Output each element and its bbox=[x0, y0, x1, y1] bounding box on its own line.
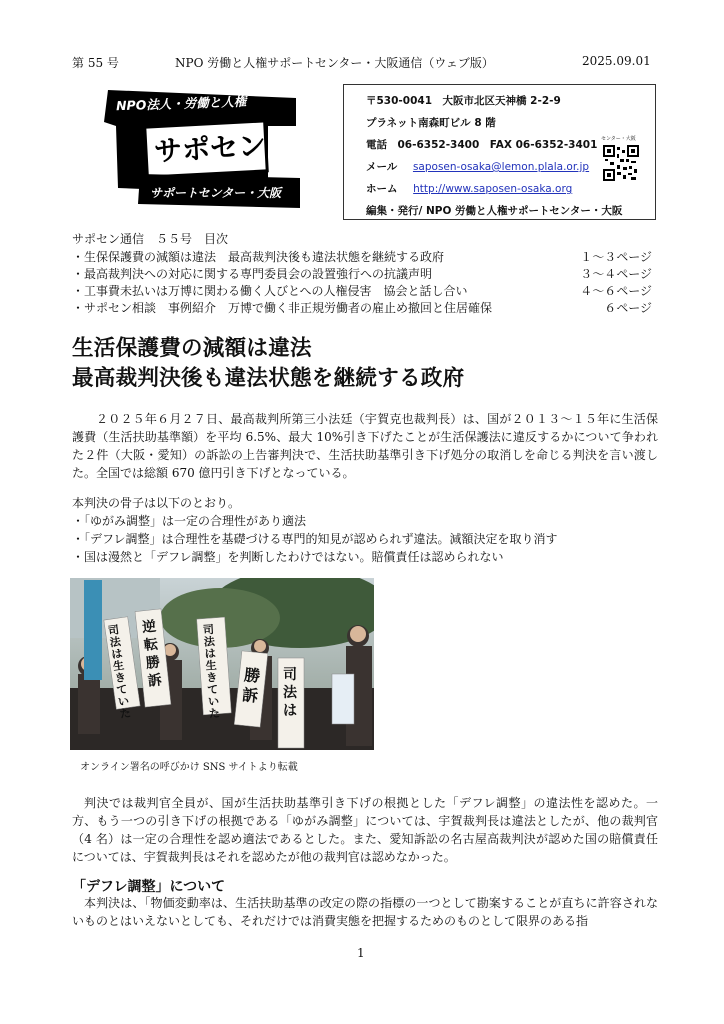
phone-fax: 電話 06-6352-3400 FAX 06-6352-3401 bbox=[366, 139, 598, 151]
toc-item-page: ６ページ bbox=[604, 301, 652, 315]
address-line1: 〒530-0041 大阪市北区天神橋 2-2-9 bbox=[366, 95, 561, 107]
summary-intro: 本判決の骨子は以下のとおり。 bbox=[72, 496, 241, 510]
toc-item[interactable] bbox=[72, 248, 652, 265]
article-title bbox=[72, 334, 464, 394]
toc-item[interactable] bbox=[72, 299, 652, 316]
logo-line1: NPO法人・労働と人権 bbox=[115, 93, 247, 114]
logo-line3: サポートセンター・大阪 bbox=[150, 186, 282, 200]
protest-sign: 勝訴 bbox=[241, 665, 262, 706]
qr-code-icon[interactable] bbox=[603, 145, 639, 181]
photo-caption: オンライン署名の呼びかけ SNS サイトより転載 bbox=[80, 762, 298, 773]
paragraph-1: ２０２５年６月２７日、最高裁判所第三小法廷（宇賀克也裁判長）は、国が２０１３～１５年に生活保護費（生活扶助基準額）を平均 6.5%、最大 10%引き下げたことが生活保護法に違反するかについて争われた２件（大阪・愛知）の訴訟の上告審判決で、生活扶助基準引き下げ処分の取消しを命じる判決を言い渡した。全国では総額 670 億円引き下げとなっている。 bbox=[72, 412, 658, 480]
home-link[interactable]: http://www.saposen-osaka.org bbox=[413, 183, 573, 195]
publisher: 編集・発行/ NPO 労働と人権サポートセンター・大阪 bbox=[366, 205, 623, 217]
home-label: ホーム bbox=[366, 183, 398, 195]
page-number: 1 bbox=[357, 946, 365, 960]
toc-item-page: ４～６ページ bbox=[580, 284, 652, 298]
toc-item-text: ・サポセン相談 事例紹介 万博で働く非正規労働者の雇止め撤回と住居確保 bbox=[72, 301, 493, 315]
toc-item-text: ・工事費未払いは万博に関わる働く人びとへの人権侵害 協会と話し合い bbox=[72, 284, 468, 298]
article-title-line2: 最高裁判決後も違法状態を継続する政府 bbox=[72, 366, 465, 391]
toc-item-text: ・最高裁判決への対応に関する専門委員会の設置強行への抗議声明 bbox=[72, 267, 433, 281]
address-line2: プラネット南森町ビル 8 階 bbox=[366, 117, 496, 129]
mail-row bbox=[366, 159, 589, 174]
paragraph-2: 判決では裁判官全員が、国が生活扶助基準引き下げの根拠とした「デフレ調整」の違法性を認めた。一方、もう一つの引き下げの根拠である「ゆがみ調整」については、宇賀裁判長は違法としたが、他の裁判官（4 名）は一定の合理性を認め適法であるとした。また、愛知訴訟の名古屋高裁判決が認めた国の賠償責任については、宇賀裁判長はそれを認めたが他の裁判官は認めなかった。 bbox=[72, 796, 658, 864]
issue-number: 第 55 号 bbox=[72, 56, 119, 70]
section-title: 「デフレ調整」について bbox=[72, 879, 226, 895]
contact-box bbox=[343, 84, 656, 220]
protest-sign: 司法は生きていた bbox=[202, 622, 221, 721]
toc-title: サポセン通信 ５５号 目次 bbox=[72, 232, 229, 246]
protest-sign: 司法は bbox=[283, 667, 297, 719]
mail-link[interactable]: saposen-osaka@lemon.plala.or.jp bbox=[412, 161, 590, 173]
qr-label: センター・大阪 bbox=[601, 136, 636, 142]
summary-item: ・国は漫然と「デフレ調整」を判断したわけではない。賠償責任は認められない bbox=[72, 550, 504, 564]
newsletter-title: NPO 労働と人権サポートセンター・大阪通信（ウェブ版） bbox=[175, 56, 494, 70]
mail-label: メール bbox=[366, 161, 398, 173]
issue-date: 2025.09.01 bbox=[582, 54, 651, 68]
toc-item-page: ３～４ページ bbox=[580, 267, 652, 281]
logo-line2: サポセン bbox=[153, 129, 267, 168]
protest-sign: 逆転勝訴 bbox=[141, 618, 163, 690]
toc-item[interactable] bbox=[72, 282, 652, 299]
home-row bbox=[366, 181, 572, 196]
protest-sign: 司法は生きていた bbox=[107, 623, 132, 721]
paragraph-3: 本判決は、「物価変動率は、生活扶助基準の改定の際の指標の一つとして勘案することが直ちに許容されないものとはいえないとしても、それだけでは消費実態を把握するためのものとして限界のある指 bbox=[72, 896, 658, 928]
toc-item-page: １～３ページ bbox=[580, 250, 652, 264]
summary-item: ・「ゆがみ調整」は一定の合理性があり適法 bbox=[72, 514, 307, 528]
protest-photo bbox=[70, 578, 374, 750]
article-title-line1: 生活保護費の減額は違法 bbox=[72, 336, 312, 361]
toc-item[interactable] bbox=[72, 265, 652, 282]
toc-item-text: ・生保保護費の減額は違法 最高裁判決後も違法状態を継続する政府 bbox=[72, 250, 445, 264]
saposen-logo bbox=[100, 86, 305, 210]
summary-item: ・「デフレ調整」は合理性を基礎づける専門的知見が認められず違法。減額決定を取り消す bbox=[72, 532, 558, 546]
